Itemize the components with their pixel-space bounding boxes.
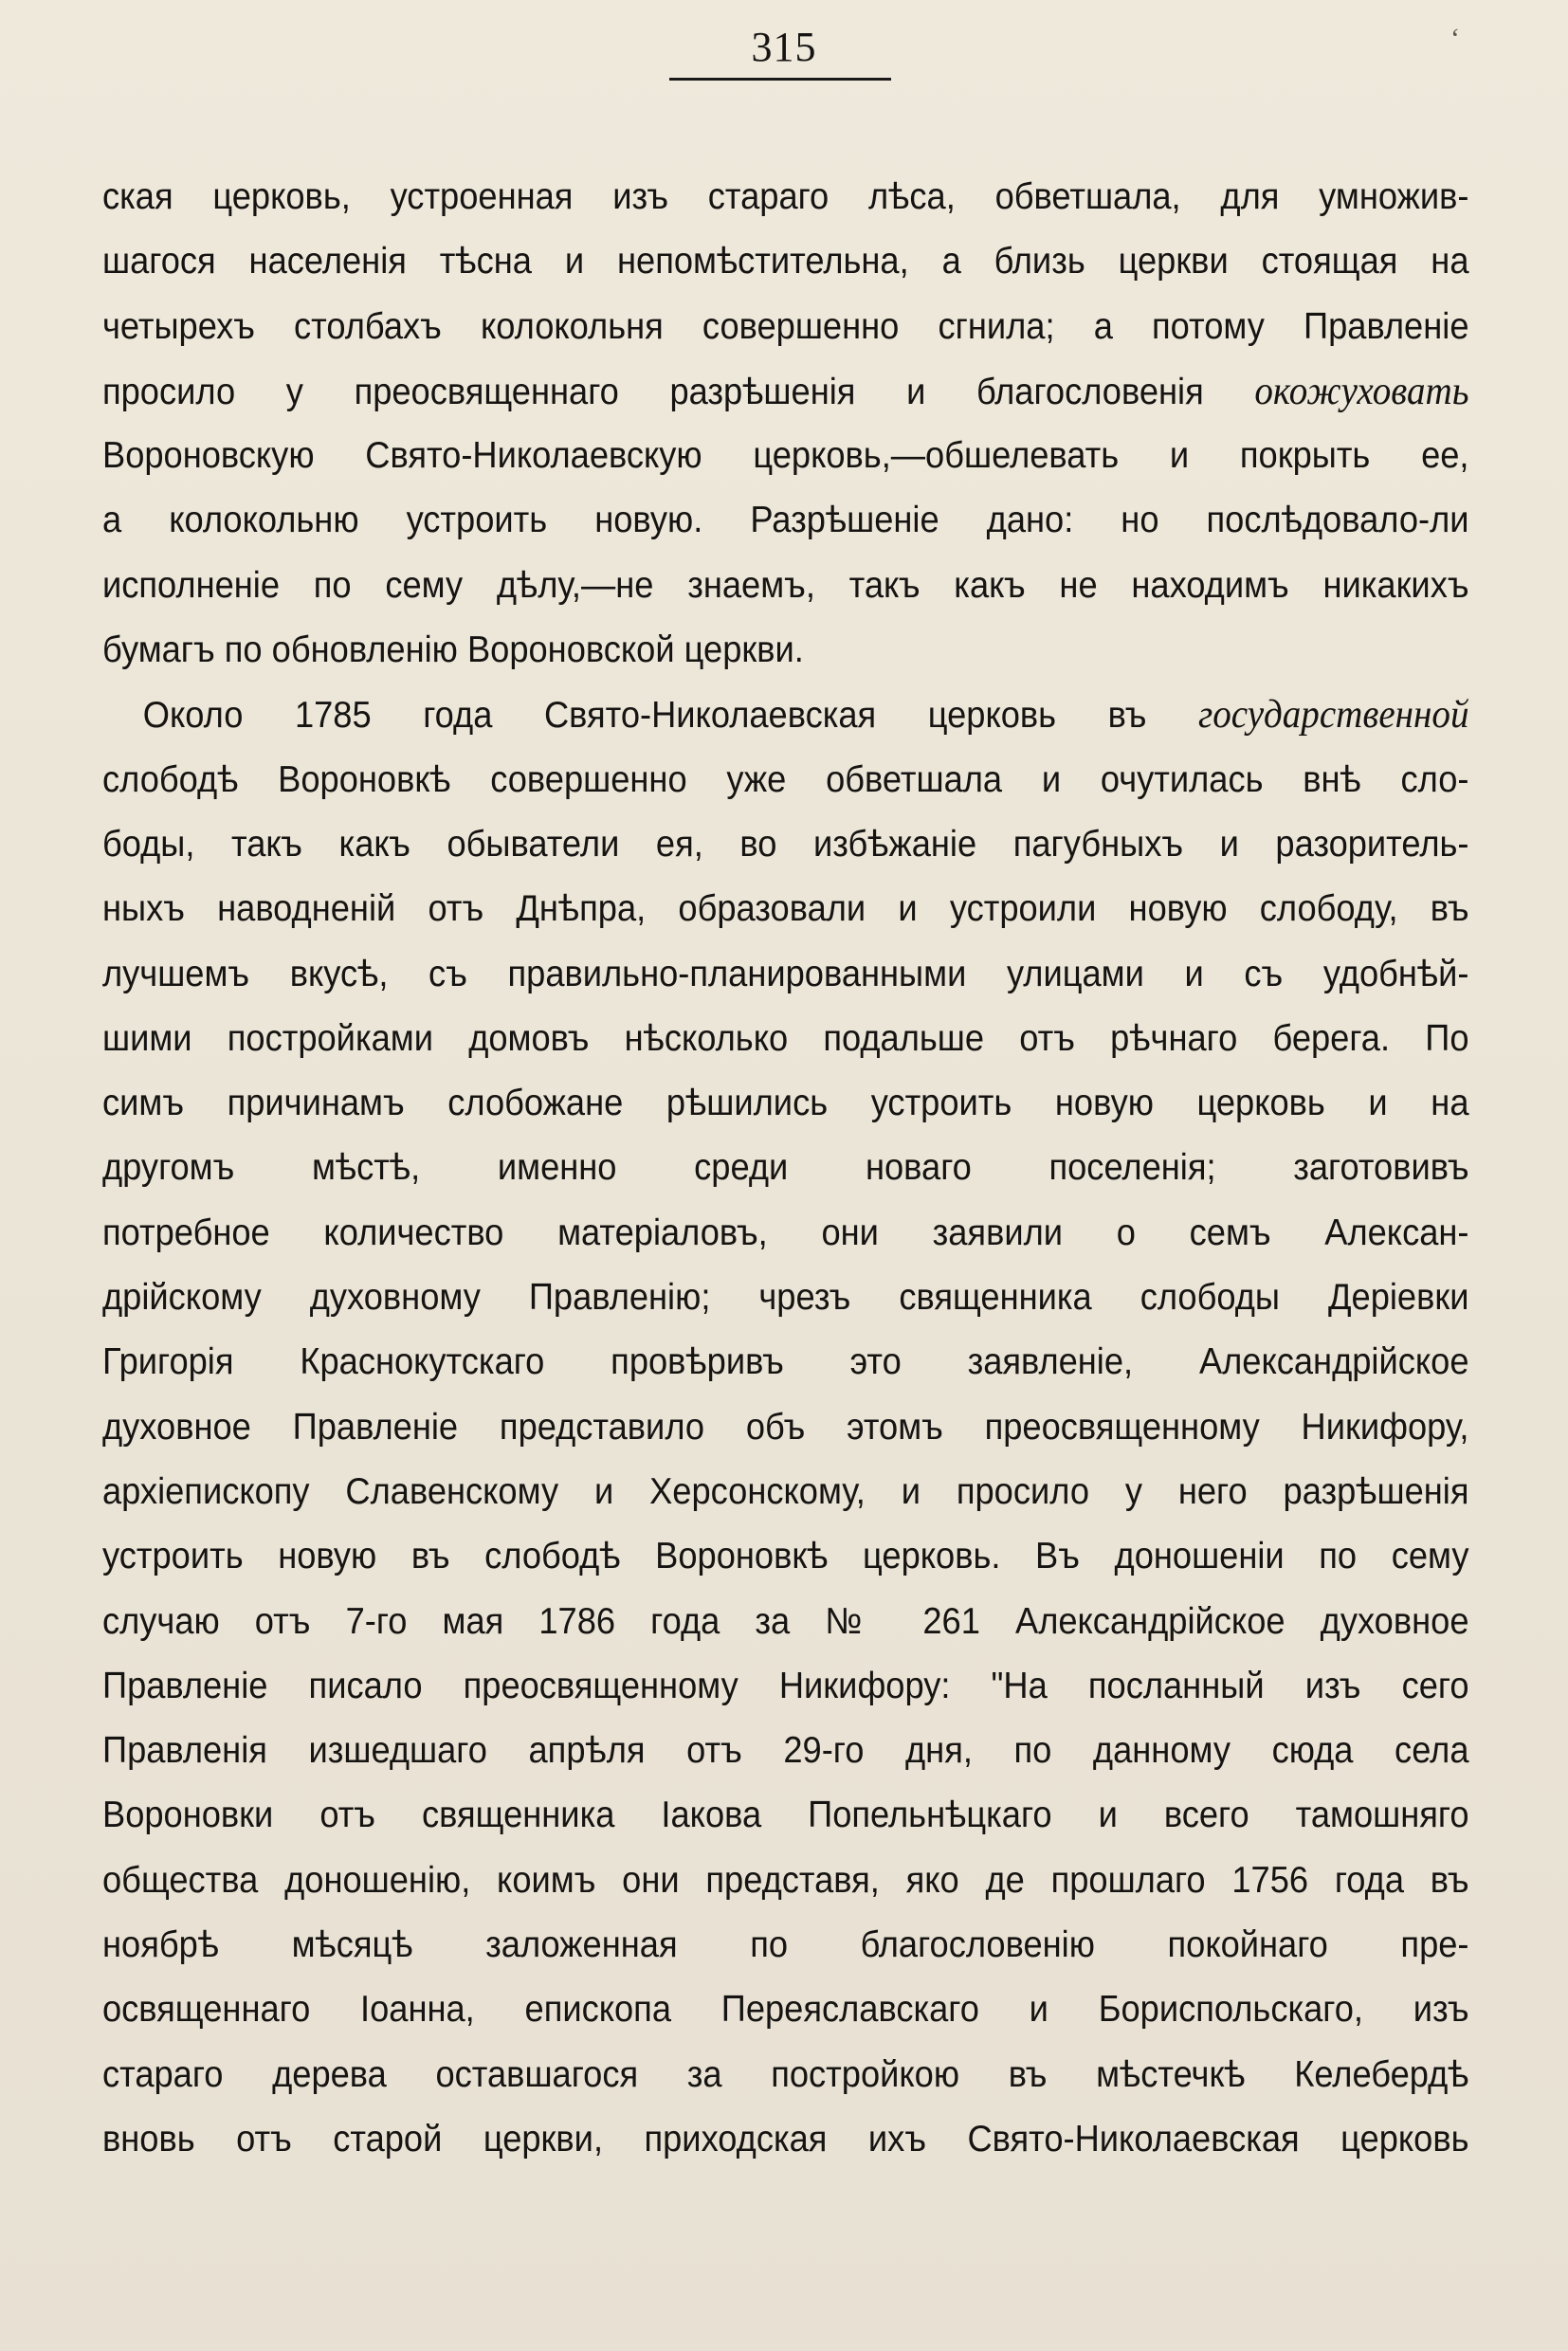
text-line: ноябрѣ мѣсяцѣ заложенная по благословенію покойнаго пре- bbox=[102, 1924, 1469, 1966]
text-line: шагося населенія тѣсна и непомѣстительна, а близь церкви стоящая на bbox=[102, 241, 1469, 282]
text-line: вновь отъ старой церкви, приходская ихъ Свято-Николаевская церковь bbox=[102, 2118, 1469, 2160]
text-line: Правленіе писало преосвященному Никифору: "На посланный изъ сего bbox=[102, 1665, 1469, 1706]
text-line: освященнаго Іоанна, епископа Переяславскаго и Бориспольскаго, изъ bbox=[102, 1989, 1469, 2031]
text-line: четырехъ столбахъ колокольня совершенно сгнила; а потому Правленіе bbox=[102, 305, 1469, 347]
text-line: дрійскому духовному Правленію; чрезъ священника слободы Деріевки bbox=[102, 1277, 1469, 1319]
text-line: Григорія Краснокутскаго провѣривъ это заявленіе, Александрійское bbox=[102, 1341, 1469, 1383]
text-line: слободѣ Вороновкѣ совершенно уже обветшала и очутилась внѣ сло- bbox=[102, 758, 1469, 800]
text-line: устроить новую въ слободѣ Вороновкѣ церковь. Въ доношеніи по сему bbox=[102, 1536, 1469, 1577]
text-line: Правленія изшедшаго апрѣля отъ 29-го дня, по данному сюда села bbox=[102, 1730, 1469, 1772]
text-line: стараго дерева оставшагося за постройкою въ мѣстечкѣ Келебердѣ bbox=[102, 2053, 1469, 2095]
text-line: Вороновки отъ священника Іакова Попельнѣцкаго и всего тамошняго bbox=[102, 1795, 1469, 1836]
text-line: ныхъ наводненій отъ Днѣпра, образовали и устроили новую слободу, въ bbox=[102, 888, 1469, 930]
paragraph-end-line: бумагъ по обновленію Вороновской церкви. bbox=[102, 629, 804, 671]
text-line bbox=[102, 359, 1469, 424]
text-line: а колокольню устроить новую. Разрѣшеніе дано: но послѣдовало-ли bbox=[102, 500, 1469, 541]
corner-mark: ‘ bbox=[1450, 23, 1460, 54]
text-line: случаю отъ 7-го мая 1786 года за № 261 Александрійское духовное bbox=[102, 1600, 1469, 1642]
paragraph-start-line bbox=[102, 683, 1469, 747]
page-number: 315 bbox=[751, 24, 817, 70]
text-line: шими постройками домовъ нѣсколько подальше отъ рѣчнаго берега. По bbox=[102, 1017, 1469, 1059]
text-line: духовное Правленіе представило объ этомъ преосвященному Никифору, bbox=[102, 1406, 1469, 1448]
italic-emphasis: государственной bbox=[1197, 693, 1469, 738]
body-text bbox=[102, 165, 1469, 2172]
italic-emphasis: окожуховать bbox=[1254, 369, 1469, 413]
text-line: потребное количество матеріаловъ, они заявили о семъ Алексан- bbox=[102, 1212, 1469, 1253]
text-line: лучшемъ вкусѣ, съ правильно-планированными улицами и съ удобнѣй- bbox=[102, 953, 1469, 994]
text-line: боды, такъ какъ обыватели ея, во избѣжаніе пагубныхъ и разоритель- bbox=[102, 823, 1469, 865]
text-line: другомъ мѣстѣ, именно среди новаго поселенія; заготовивъ bbox=[102, 1147, 1469, 1189]
text-line: Вороновскую Свято-Николаевскую церковь,—обшелевать и покрыть ее, bbox=[102, 435, 1469, 477]
text-line: исполненіе по сему дѣлу,—не знаемъ, такъ какъ не находимъ никакихъ bbox=[102, 564, 1469, 606]
text-line: общества доношенію, коимъ они представя, яко де прошлаго 1756 года въ bbox=[102, 1859, 1469, 1901]
text-line: симъ причинамъ слобожане рѣшились устроить новую церковь и на bbox=[102, 1083, 1469, 1124]
page-number-rule bbox=[669, 78, 891, 81]
text-segment: Около 1785 года Свято-Николаевская церковь въ bbox=[142, 695, 1198, 737]
text-line: ская церковь, устроенная изъ стараго лѣса, обветшала, для умножив- bbox=[102, 176, 1469, 217]
text-segment: просило у преосвященнаго разрѣшенія и благословенія bbox=[102, 371, 1255, 412]
text-line: архіепископу Славенскому и Херсонскому, и просило у него разрѣшенія bbox=[102, 1470, 1469, 1512]
